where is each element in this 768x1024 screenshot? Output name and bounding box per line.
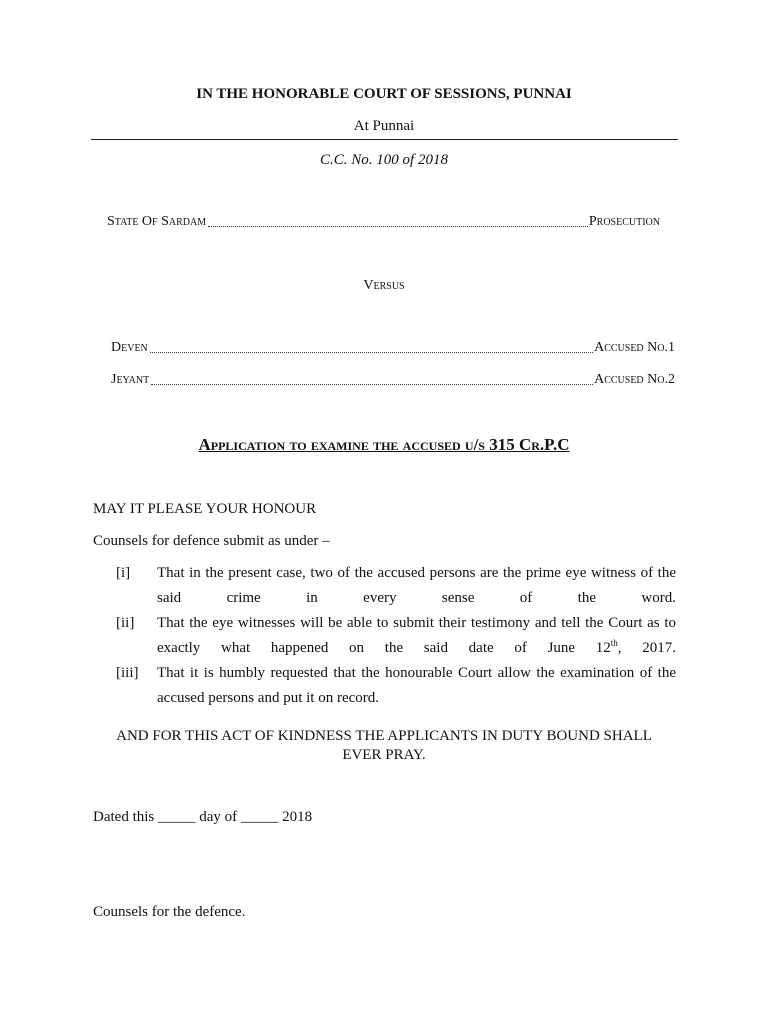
accused-name: Jeyant	[111, 372, 150, 387]
item-number: [ii]	[116, 615, 135, 631]
prosecution-name: State Of Sardam	[107, 214, 207, 229]
item-text-part: , 2017.	[617, 640, 677, 656]
item-number: [i]	[116, 565, 131, 581]
versus-label: Versus	[363, 278, 405, 293]
accused-name: Deven	[111, 340, 148, 355]
accused-row	[111, 340, 675, 356]
salutation: MAY IT PLEASE YOUR HONOUR	[93, 501, 317, 517]
accused-role: Accused No.1	[594, 340, 675, 355]
prosecution-role: Prosecution	[588, 214, 660, 229]
court-place: At Punnai	[353, 118, 415, 134]
prayer	[100, 727, 668, 765]
date-line: Dated this _____ day of _____ 2018	[93, 809, 313, 825]
prosecution-row	[107, 214, 660, 230]
leader-dots	[208, 225, 588, 227]
item-text-part: That the eye witnesses will be able to submit their testimony and tell the Court as to exactly what happened on the said date of June 12	[157, 615, 676, 656]
court-title: IN THE HONORABLE COURT OF SESSIONS, PUNNAI	[196, 86, 572, 102]
item-text: That in the present case, two of the accused persons are the prime eye witness of the said crime in every sense of the word.	[157, 565, 676, 606]
item-text: That it is humbly requested that the honourable Court allow the examination of the accused persons and put it on record.	[157, 665, 676, 706]
header-divider	[91, 139, 678, 140]
intro-text: Counsels for defence submit as under –	[93, 533, 330, 549]
leader-dots	[150, 351, 593, 353]
accused-row	[111, 372, 675, 388]
item-number: [iii]	[116, 665, 139, 681]
case-number: C.C. No. 100 of 2018	[320, 152, 448, 168]
accused-role: Accused No.2	[594, 372, 675, 387]
list-item	[116, 661, 676, 711]
prayer-line: EVER PRAY.	[342, 747, 426, 763]
prayer-line: AND FOR THIS ACT OF KINDNESS THE APPLICANTS IN DUTY BOUND SHALL	[116, 728, 652, 744]
signature-line: Counsels for the defence.	[93, 904, 246, 920]
application-title: Application to examine the accused u/s 315 Cr.P.C	[198, 435, 570, 454]
leader-dots	[151, 383, 593, 385]
ordinal-suffix: th	[610, 638, 618, 648]
